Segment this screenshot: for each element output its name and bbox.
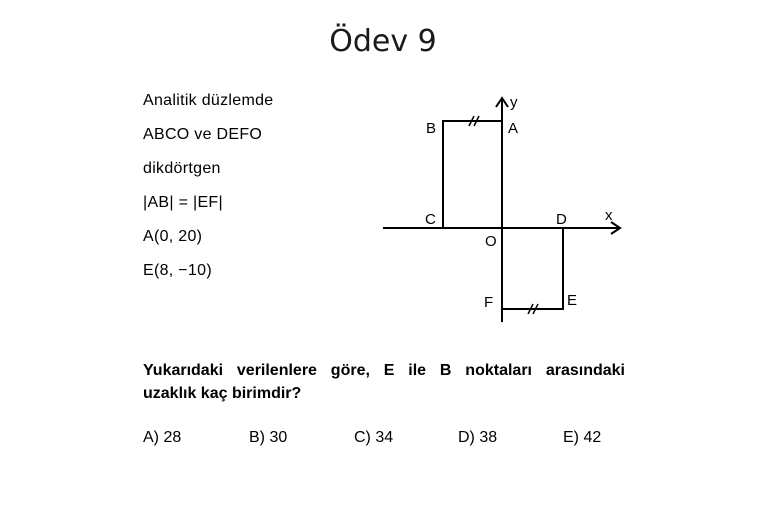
label-d: D: [556, 211, 567, 228]
label-c: C: [425, 211, 436, 228]
choice-d[interactable]: D) 38: [458, 429, 498, 446]
label-o: O: [485, 233, 497, 250]
choice-b[interactable]: B) 30: [249, 429, 288, 446]
label-f: F: [484, 294, 494, 311]
label-e: E: [567, 292, 578, 309]
label-y: y: [510, 94, 518, 111]
given-line-equal-sides: |AB| = |EF|: [143, 194, 223, 211]
label-x: x: [605, 207, 613, 224]
rectangle-defo: [502, 228, 563, 309]
page-title: Ödev 9: [329, 24, 437, 59]
given-line-shapes: ABCO ve DEFO: [143, 126, 263, 143]
label-a: A: [508, 120, 519, 137]
choice-a[interactable]: A) 28: [143, 429, 182, 446]
label-b: B: [426, 120, 437, 137]
choice-e[interactable]: E) 42: [563, 429, 602, 446]
given-line-rectangle: dikdörtgen: [143, 160, 221, 177]
given-line-plane: Analitik düzlemde: [143, 92, 274, 109]
question-line-2: uzaklık kaç birimdir?: [143, 385, 302, 402]
choice-c[interactable]: C) 34: [354, 429, 394, 446]
given-line-point-e: E(8, −10): [143, 262, 212, 279]
given-line-point-a: A(0, 20): [143, 228, 203, 245]
question-line-1: Yukarıdaki verilenlere göre, E ile B noktaları arasındaki: [143, 362, 625, 379]
rectangle-abco: [443, 121, 502, 228]
